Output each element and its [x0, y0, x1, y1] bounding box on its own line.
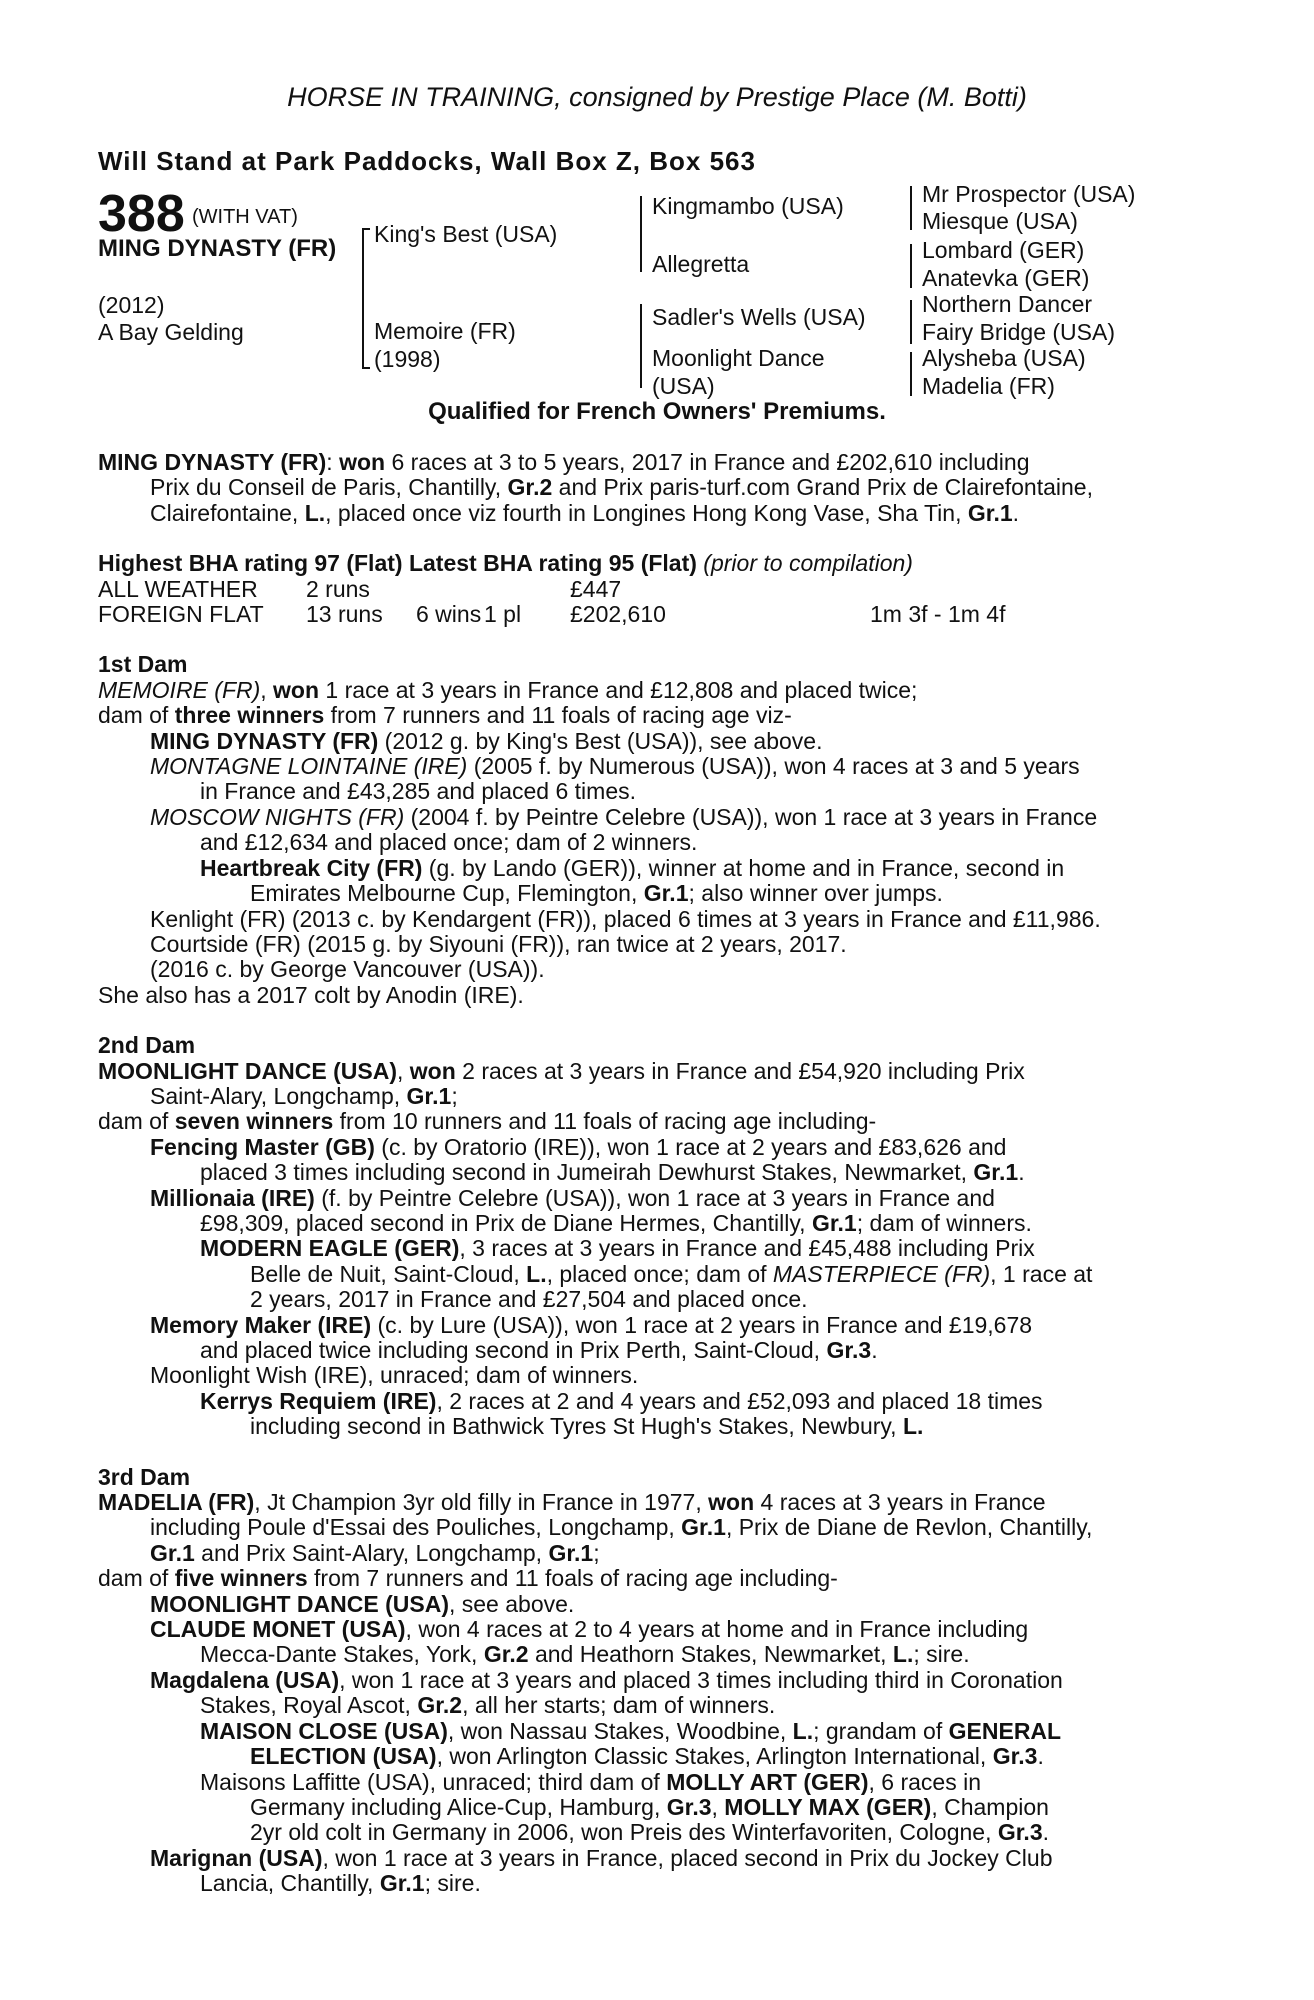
- produce-line: Memory Maker (IRE) (c. by Lure (USA)), won 1 race at 2 years in France and £19,678: [150, 1311, 1033, 1338]
- produce-line: Mecca-Dante Stakes, York, Gr.2 and Heathorn Stakes, Newmarket, L.; sire.: [200, 1641, 970, 1668]
- g3-brace: [910, 300, 912, 344]
- dam-line: Saint-Alary, Longchamp, Gr.1;: [150, 1082, 458, 1109]
- dam-line: dam of five winners from 7 runners and 11 foals of racing age including-: [98, 1565, 838, 1592]
- rating-cell: £447: [570, 575, 622, 602]
- sire-dam: Allegretta: [652, 251, 750, 277]
- produce-line: MAISON CLOSE (USA), won Nassau Stakes, Woodbine, L.; grandam of GENERAL: [200, 1717, 1062, 1744]
- produce-line: and £12,634 and placed once; dam of 2 winners.: [200, 829, 698, 856]
- summary-line: Prix du Conseil de Paris, Chantilly, Gr.2 and Prix paris-turf.com Grand Prix de Clairefontaine,: [150, 474, 1093, 501]
- dam-line: including Poule d'Essai des Pouliches, Longchamp, Gr.1, Prix de Diane de Revlon, Chantilly,: [150, 1514, 1093, 1541]
- rating-cell: 2 runs: [306, 575, 370, 602]
- sire: King's Best (USA): [374, 221, 558, 247]
- rating-cell: FOREIGN FLAT: [98, 601, 264, 628]
- produce-line: Emirates Melbourne Cup, Flemington, Gr.1; also winner over jumps.: [250, 880, 943, 907]
- produce-line: Lancia, Chantilly, Gr.1; sire.: [200, 1870, 481, 1897]
- produce-line: placed 3 times including second in Jumeirah Dewhurst Stakes, Newmarket, Gr.1.: [200, 1159, 1025, 1186]
- rating-table: [98, 577, 1218, 628]
- produce-line: MODERN EAGLE (GER), 3 races at 3 years in France and £45,488 including Prix: [200, 1235, 1035, 1262]
- section-title: 2nd Dam: [98, 1032, 196, 1059]
- rating-cell: 1 pl: [484, 601, 522, 628]
- rating-cell: ALL WEATHER: [98, 575, 258, 602]
- dam-line-brace: [640, 304, 642, 388]
- produce-line: in France and £43,285 and placed 6 times.: [200, 778, 637, 805]
- sire-line-brace: [640, 196, 642, 272]
- ped-dsd: Fairy Bridge (USA): [922, 319, 1115, 345]
- rating-cell: [484, 577, 570, 602]
- horse-description: A Bay Gelding: [98, 319, 244, 345]
- dam-line: dam of three winners from 7 runners and 11 foals of racing age viz-: [98, 702, 792, 729]
- ped-sds: Lombard (GER): [922, 237, 1085, 263]
- horse-name: MING DYNASTY (FR): [98, 235, 337, 262]
- brace-tick: [362, 367, 370, 369]
- produce-line: including second in Bathwick Tyres St Hugh's Stakes, Newbury, L.: [250, 1413, 924, 1440]
- dam-line: MADELIA (FR), Jt Champion 3yr old filly in France in 1977, won 4 races at 3 years in France: [98, 1489, 1046, 1516]
- dam-line: Gr.1 and Prix Saint-Alary, Longchamp, Gr.1;: [150, 1539, 600, 1566]
- dam-year: (1998): [374, 346, 441, 372]
- vat-note: (WITH VAT): [192, 206, 298, 228]
- section-title: 3rd Dam: [98, 1463, 191, 1490]
- produce-line: Germany including Alice-Cup, Hamburg, Gr.3, MOLLY MAX (GER), Champion: [250, 1793, 1049, 1820]
- produce-line: £98,309, placed second in Prix de Diane Hermes, Chantilly, Gr.1; dam of winners.: [200, 1209, 1032, 1236]
- dam: Memoire (FR): [374, 318, 516, 344]
- ped-ddd: Madelia (FR): [922, 373, 1055, 399]
- dam-line: dam of seven winners from 10 runners and 11 foals of racing age including-: [98, 1108, 877, 1135]
- produce-line: Courtside (FR) (2015 g. by Siyouni (FR)), ran twice at 2 years, 2017.: [150, 930, 847, 957]
- produce-line: MING DYNASTY (FR) (2012 g. by King's Best (USA)), see above.: [150, 727, 823, 754]
- produce-line: Heartbreak City (FR) (g. by Lando (GER)), winner at home and in France, second in: [200, 854, 1065, 881]
- dam-dam-country: (USA): [652, 373, 715, 399]
- produce-line: Moonlight Wish (IRE), unraced; dam of winners.: [150, 1362, 639, 1389]
- ped-sdd: Anatevka (GER): [922, 265, 1090, 291]
- produce-line: MOONLIGHT DANCE (USA), see above.: [150, 1590, 575, 1617]
- summary-line: Clairefontaine, L., placed once viz fourth in Longines Hong Kong Vase, Sha Tin, Gr.1.: [150, 499, 1020, 526]
- brace-tick: [362, 228, 370, 230]
- dam-line: MEMOIRE (FR), won 1 race at 3 years in France and £12,808 and placed twice;: [98, 676, 918, 703]
- produce-line: Marignan (USA), won 1 race at 3 years in France, placed second in Prix du Jockey Club: [150, 1844, 1053, 1871]
- sire-dam-brace: [362, 228, 364, 368]
- rating-cell: £202,610: [570, 601, 666, 628]
- catalogue-body: [98, 450, 1218, 1897]
- produce-line: Kenlight (FR) (2013 c. by Kendargent (FR)), placed 6 times at 3 years in France and £11,986.: [150, 905, 1101, 932]
- produce-line: Maisons Laffitte (USA), unraced; third dam of MOLLY ART (GER), 6 races in: [200, 1768, 982, 1795]
- rating-cell: 1m 3f - 1m 4f: [870, 601, 1006, 628]
- sire-sire: Kingmambo (USA): [652, 193, 844, 219]
- produce-line: 2 years, 2017 in France and £27,504 and placed once.: [250, 1286, 808, 1313]
- dam-dam: Moonlight Dance: [652, 345, 825, 371]
- dam-sire: Sadler's Wells (USA): [652, 304, 866, 330]
- produce-line: Stakes, Royal Ascot, Gr.2, all her starts; dam of winners.: [200, 1692, 776, 1719]
- summary-line: MING DYNASTY (FR): won 6 races at 3 to 5 years, 2017 in France and £202,610 including: [98, 449, 1030, 475]
- ped-ssd: Miesque (USA): [922, 208, 1078, 234]
- rating-cell: [870, 577, 1218, 602]
- produce-line: 2yr old colt in Germany in 2006, won Preis des Winterfavoriten, Cologne, Gr.3.: [250, 1819, 1050, 1846]
- produce-line: and placed twice including second in Prix Perth, Saint-Cloud, Gr.3.: [200, 1337, 878, 1363]
- g3-brace: [910, 352, 912, 396]
- g3-brace: [910, 244, 912, 288]
- produce-line: (2016 c. by George Vancouver (USA)).: [150, 956, 545, 983]
- section-title: 1st Dam: [98, 651, 188, 678]
- rating-cell: 13 runs: [306, 601, 383, 628]
- produce-line: Kerrys Requiem (IRE), 2 races at 2 and 4 years and £52,093 and placed 18 times: [200, 1387, 1043, 1414]
- ped-dds: Alysheba (USA): [922, 345, 1086, 371]
- foal-year: (2012): [98, 292, 165, 318]
- produce-line: Magdalena (USA), won 1 race at 3 years and placed 3 times including third in Coronation: [150, 1666, 1063, 1693]
- ped-sss: Mr Prospector (USA): [922, 181, 1136, 207]
- ped-dss: Northern Dancer: [922, 291, 1093, 317]
- produce-line: She also has a 2017 colt by Anodin (IRE).: [98, 981, 524, 1008]
- g3-brace: [910, 186, 912, 230]
- produce-line: Millionaia (IRE) (f. by Peintre Celebre (USA)), won 1 race at 3 years in France and: [150, 1184, 995, 1211]
- rating-heading: Highest BHA rating 97 (Flat) Latest BHA rating 95 (Flat) (prior to compilation): [98, 550, 913, 577]
- dam-line: MOONLIGHT DANCE (USA), won 2 races at 3 years in France and £54,920 including Prix: [98, 1057, 1025, 1084]
- produce-line: MONTAGNE LOINTAINE (IRE) (2005 f. by Numerous (USA)), won 4 races at 3 and 5 years: [150, 753, 1080, 780]
- produce-line: Fencing Master (GB) (c. by Oratorio (IRE)), won 1 race at 2 years and £83,626 and: [150, 1133, 1007, 1160]
- rating-cell: 6 wins: [416, 601, 482, 628]
- lot-number: 388: [98, 185, 185, 243]
- page-header: HORSE IN TRAINING, consigned by Prestige Place (M. Botti): [287, 82, 1027, 112]
- produce-line: MOSCOW NIGHTS (FR) (2004 f. by Peintre Celebre (USA)), won 1 race at 3 years in France: [150, 803, 1098, 830]
- produce-line: CLAUDE MONET (USA), won 4 races at 2 to 4 years at home and in France including: [150, 1616, 1029, 1643]
- produce-line: ELECTION (USA), won Arlington Classic Stakes, Arlington International, Gr.3.: [250, 1743, 1044, 1770]
- stand-location: Will Stand at Park Paddocks, Wall Box Z, Box 563: [98, 146, 756, 176]
- rating-cell: [416, 577, 484, 602]
- produce-line: Belle de Nuit, Saint-Cloud, L., placed once; dam of MASTERPIECE (FR), 1 race at: [250, 1260, 1093, 1287]
- owners-premium-note: Qualified for French Owners' Premiums.: [428, 398, 886, 425]
